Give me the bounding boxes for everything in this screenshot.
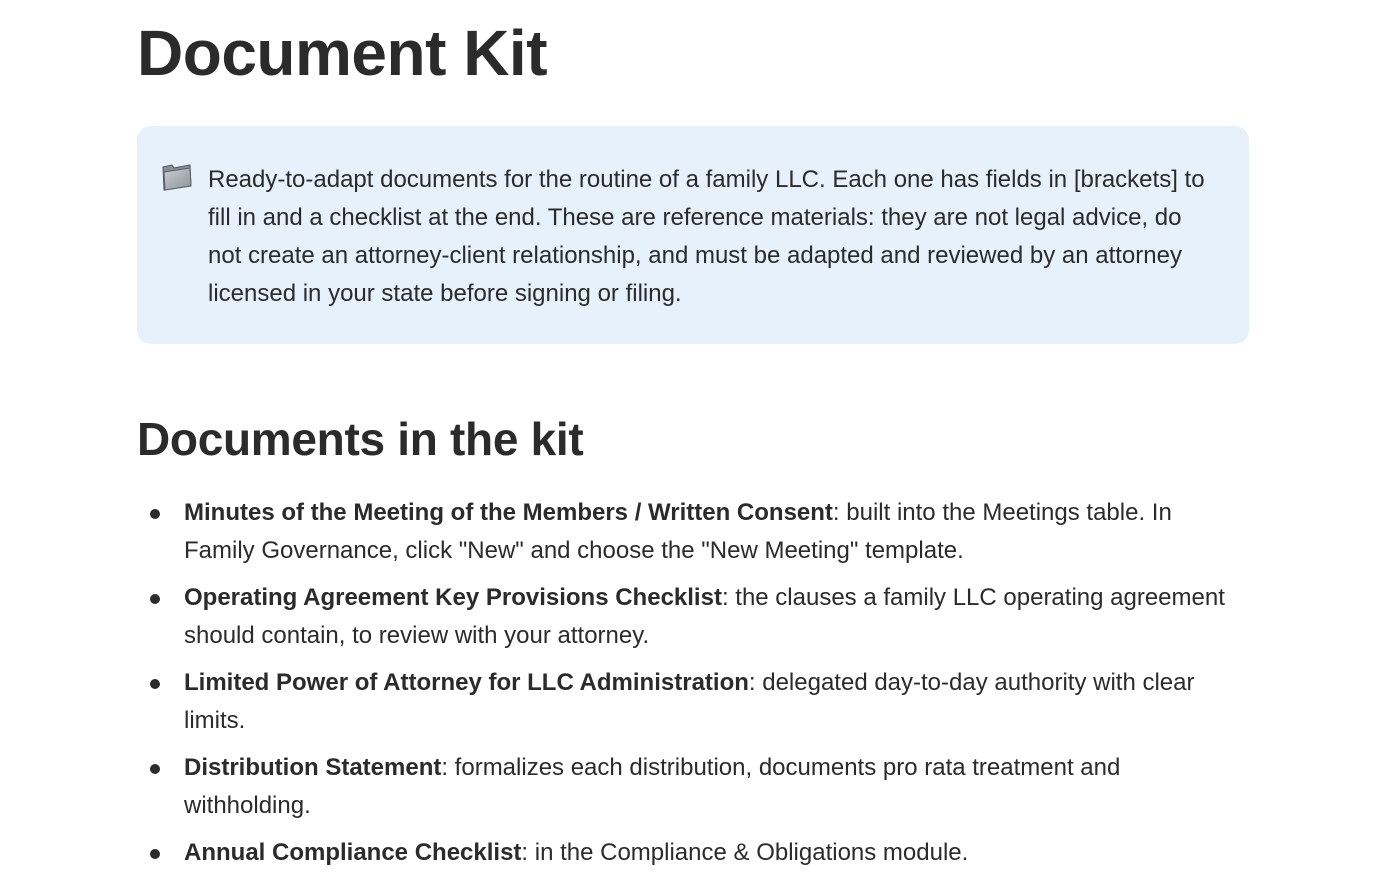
bullet-icon: [150, 764, 160, 774]
callout-block: [137, 126, 1249, 344]
bullet-icon: [150, 849, 160, 859]
document-description: : formalizes each distribution, documents pro rata treatment and withholding.: [184, 754, 1121, 819]
document-description: : the clauses a family LLC operating agreement should contain, to review with your attorney.: [184, 584, 1225, 649]
list-item: [137, 579, 1249, 655]
list-item: [137, 494, 1249, 570]
document-description: : in the Compliance & Obligations module.: [521, 839, 969, 866]
list-item: [137, 749, 1249, 825]
folder-icon: [160, 162, 194, 192]
document-name: Minutes of the Meeting of the Members / Written Consent: [184, 499, 833, 526]
section-heading: Documents in the kit: [137, 413, 584, 465]
documents-list: [137, 494, 1249, 875]
document-name: Operating Agreement Key Provisions Checklist: [184, 584, 722, 611]
bullet-icon: [150, 509, 160, 519]
bullet-icon: [150, 594, 160, 604]
bullet-icon: [150, 679, 160, 689]
list-item: [137, 834, 1249, 872]
document-content: [137, 0, 1249, 866]
callout-text: Ready-to-adapt documents for the routine of a family LLC. Each one has fields in [brackets] to fill in and a checklist at the end. These are reference materials: they are not legal advice, do not create an attorney-client relationship, and must be adapted and reviewed by an attorney licensed in your state before signing or filing.: [208, 166, 1205, 307]
document-name: Distribution Statement: [184, 754, 442, 781]
document-name: Annual Compliance Checklist: [184, 839, 522, 866]
document-description: : built into the Meetings table. In Family Governance, click "New" and choose the "New Meeting" template.: [184, 499, 1172, 564]
list-item: [137, 664, 1249, 740]
document-description: : delegated day-to-day authority with clear limits.: [184, 669, 1195, 734]
page-title: Document Kit: [137, 17, 547, 89]
document-name: Limited Power of Attorney for LLC Administration: [184, 669, 749, 696]
